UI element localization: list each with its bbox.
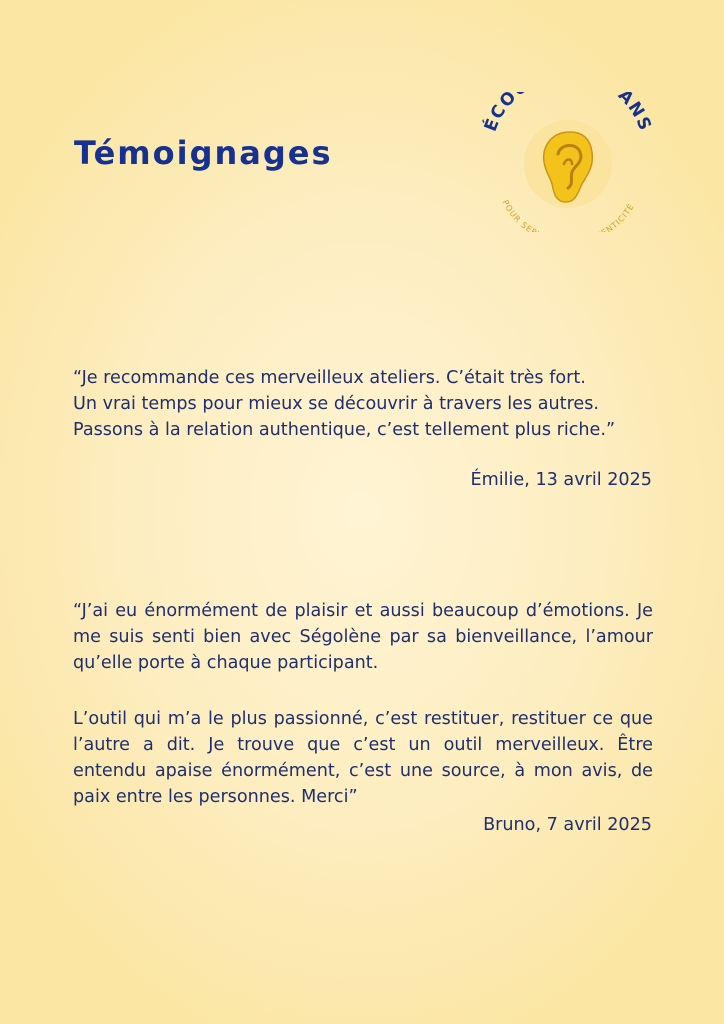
page-title: Témoignages	[74, 134, 333, 172]
logo-name: ÉCO ANS	[480, 92, 656, 135]
testimonial-1-line: Passons à la relation authentique, c’est tellement plus riche.”	[73, 420, 616, 440]
testimonial-1-quote	[73, 365, 653, 443]
logo-tagline: POUR SE NTICITÉ	[500, 198, 637, 232]
brand-logo	[478, 92, 658, 232]
testimonial-2-paragraph-2: L’outil qui m’a le plus passionné, c’est restituer, restituer ce que l’autre a dit. Je trouve que c’est un outil merveilleux. Être entendu apaise énormément, c’est une source, à mon avis, de paix entre les personnes. Merci”	[73, 709, 653, 807]
testimonial-1-author: Émilie, 13 avril 2025	[470, 470, 652, 490]
testimonial-1-line: “Je recommande ces merveilleux ateliers. C’était très fort.	[73, 368, 586, 388]
testimonial-2-author: Bruno, 7 avril 2025	[483, 815, 652, 835]
testimonial-1-line: Un vrai temps pour mieux se découvrir à travers les autres.	[73, 394, 599, 414]
testimonial-2-paragraph-1: “J’ai eu énormément de plaisir et aussi beaucoup d’émotions. Je me suis senti bien avec Ségolène par sa bienveillance, l’amour qu’elle porte à chaque participant.	[73, 601, 653, 673]
